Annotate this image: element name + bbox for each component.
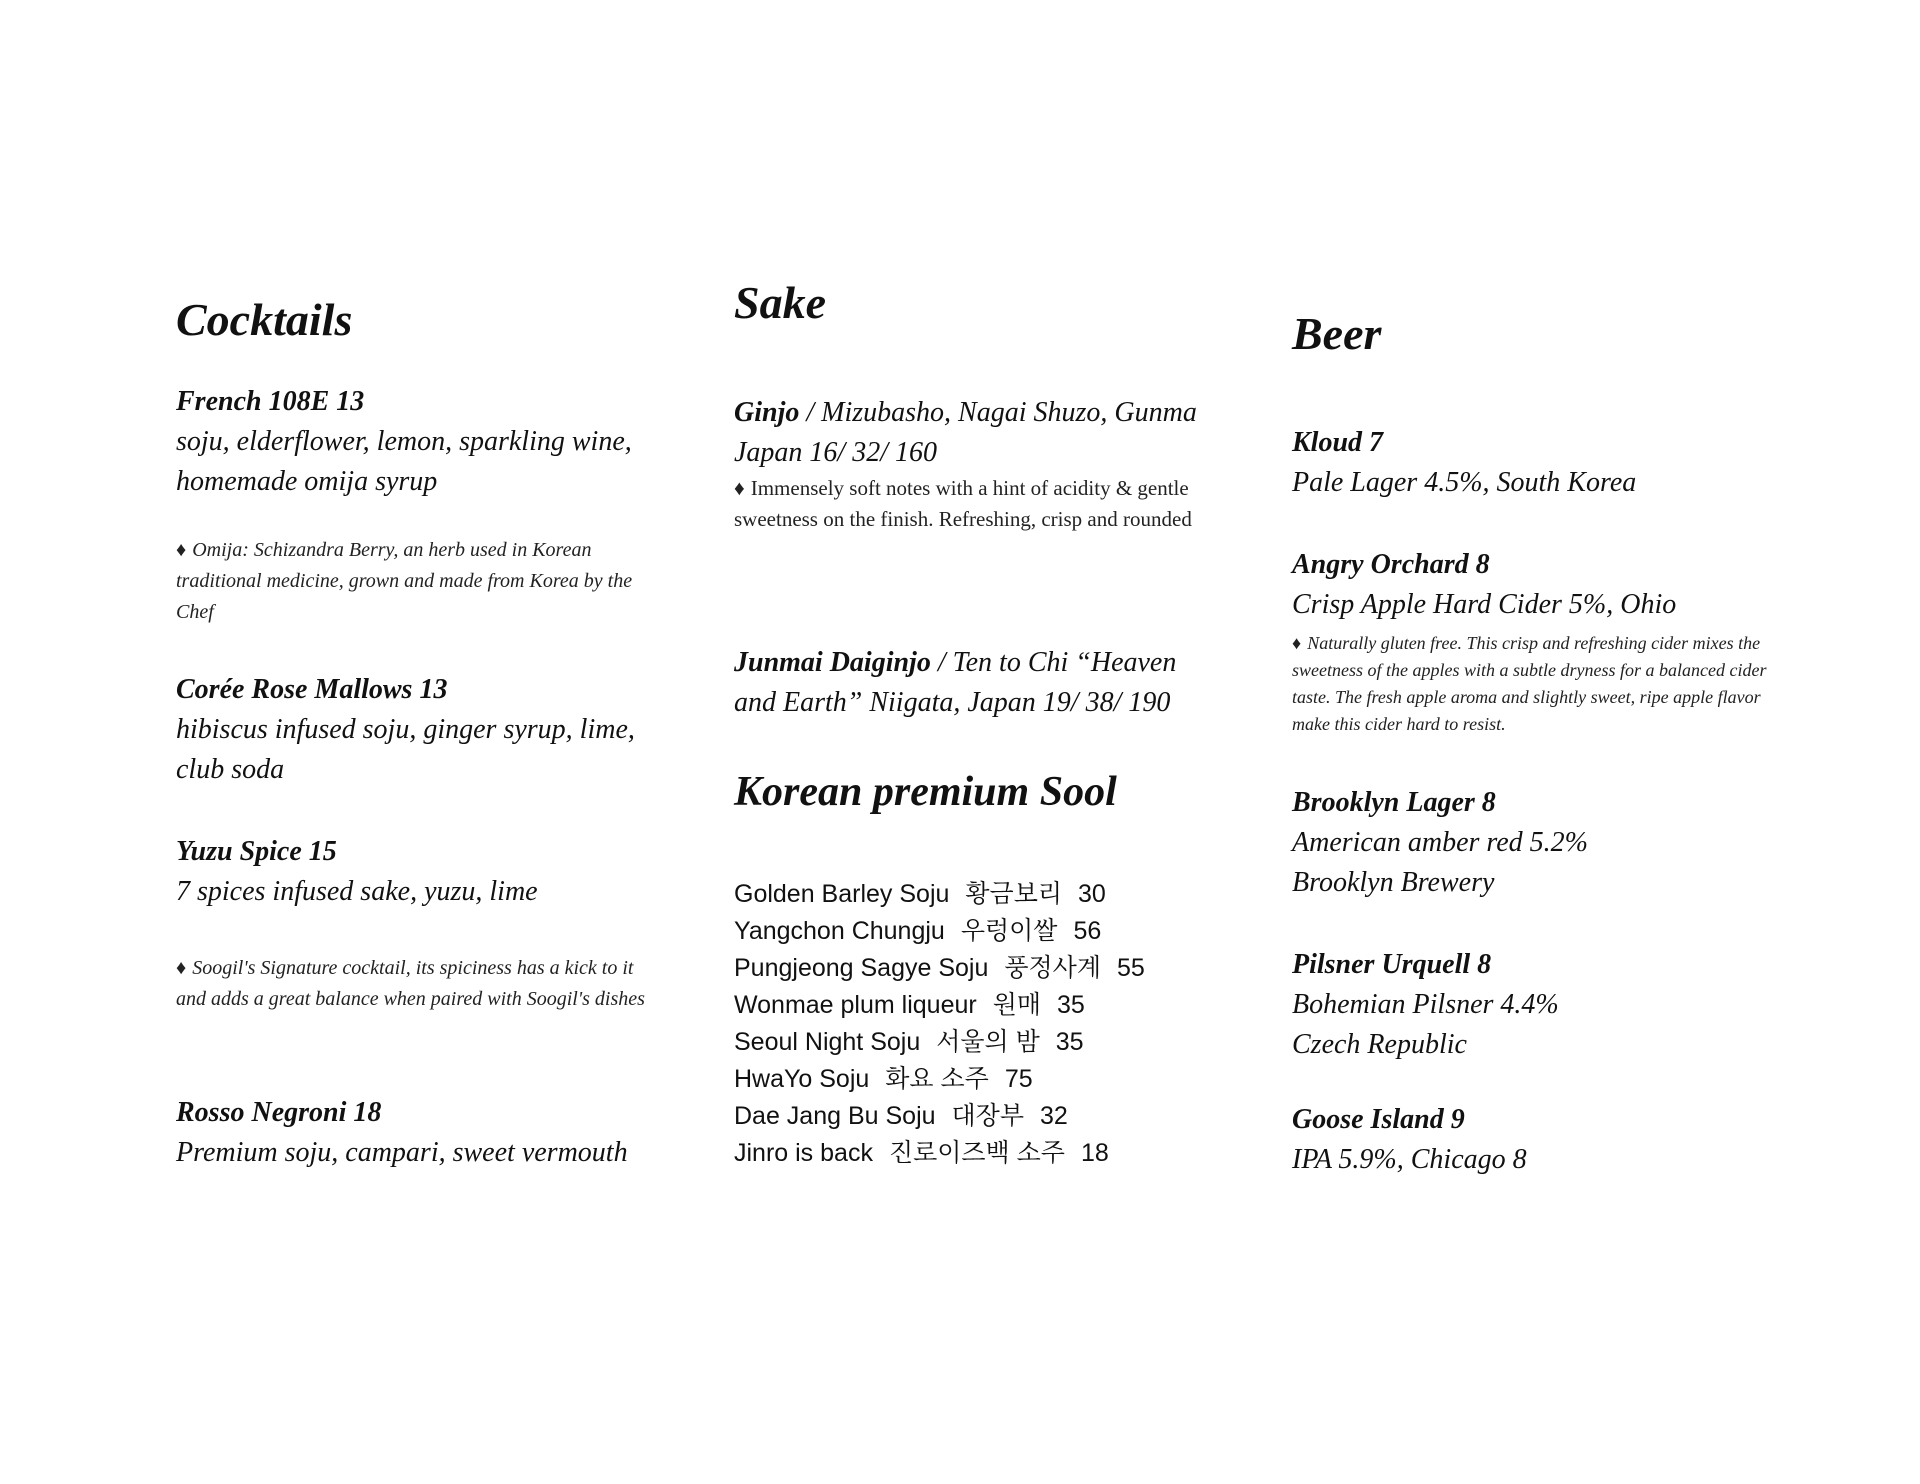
- beer-note: [1292, 630, 1772, 738]
- note-text: Naturally gluten free. This crisp and refreshing cider mixes the sweetness of the apples with a subtle dryness for a balanced cider taste. The fresh apple aroma and slightly sweet, ripe apple flavor make this cider hard to resist.: [1292, 633, 1767, 734]
- note-text: Soogil's Signature cocktail, its spiciness has a kick to it and adds a great balance when paired with Soogil's dishes: [176, 957, 645, 1010]
- cocktail-item: [176, 382, 656, 502]
- sake-item: [734, 393, 1214, 473]
- sool-korean-name: 원매: [992, 991, 1042, 1019]
- cocktail-description: 7 spices infused sake, yuzu, lime: [176, 876, 538, 907]
- sake-name: Ginjo: [734, 397, 800, 428]
- sool-item: [734, 1098, 1214, 1135]
- sool-item: [734, 950, 1214, 987]
- beer-description: Crisp Apple Hard Cider 5%, Ohio: [1292, 589, 1677, 620]
- sake-name: Junmai Daiginjo: [734, 647, 931, 678]
- sool-name: Seoul Night Soju: [734, 1028, 921, 1056]
- beer-description: American amber red 5.2% Brooklyn Brewery: [1292, 827, 1589, 898]
- cocktail-name: Rosso Negroni 18: [176, 1097, 382, 1128]
- cocktail-description: soju, elderflower, lemon, sparkling wine, homemade omija syrup: [176, 426, 632, 497]
- sake-item: [734, 643, 1214, 723]
- sake-note: [734, 473, 1214, 535]
- sool-name: Dae Jang Bu Soju: [734, 1102, 936, 1130]
- sool-korean-name: 황금보리: [965, 880, 1063, 908]
- diamond-icon: ♦: [176, 957, 187, 979]
- beer-name: Brooklyn Lager 8: [1292, 787, 1496, 818]
- sool-korean-name: 우렁이쌀: [960, 917, 1058, 945]
- cocktail-name: French 108E 13: [176, 386, 365, 417]
- note-text: Immensely soft notes with a hint of acidity & gentle sweetness on the finish. Refreshing, crisp and rounded: [734, 476, 1192, 531]
- cocktail-description: hibiscus infused soju, ginger syrup, lime, club soda: [176, 714, 635, 785]
- sool-price: 56: [1073, 917, 1102, 945]
- beer-item: [1292, 945, 1602, 1065]
- sool-item: [734, 1135, 1214, 1172]
- beer-item: [1292, 783, 1632, 903]
- sool-name: Jinro is back: [734, 1139, 873, 1167]
- beer-description: IPA 5.9%, Chicago 8: [1292, 1144, 1527, 1175]
- beer-name: Goose Island 9: [1292, 1104, 1465, 1135]
- sool-item: [734, 1061, 1214, 1098]
- cocktail-name: Corée Rose Mallows 13: [176, 674, 448, 705]
- beer-item: [1292, 423, 1772, 503]
- diamond-icon: ♦: [176, 539, 187, 561]
- sool-title: Korean premium Sool: [734, 769, 1117, 815]
- sool-item: [734, 987, 1214, 1024]
- sool-price: 75: [1004, 1065, 1033, 1093]
- beer-name: Kloud 7: [1292, 427, 1384, 458]
- beer-item: [1292, 545, 1772, 625]
- sool-korean-name: 진로이즈백 소주: [888, 1139, 1065, 1167]
- diamond-icon: ♦: [734, 476, 745, 500]
- cocktail-item: [176, 1093, 656, 1173]
- beer-title: Beer: [1292, 308, 1382, 359]
- sool-price: 32: [1039, 1102, 1068, 1130]
- cocktail-note: [176, 535, 656, 628]
- sool-name: Pungjeong Sagye Soju: [734, 954, 989, 982]
- sool-price: 35: [1057, 991, 1085, 1019]
- sool-korean-name: 풍정사계: [1004, 954, 1101, 982]
- beer-item: [1292, 1100, 1772, 1180]
- note-text: Omija: Schizandra Berry, an herb used in Korean traditional medicine, grown and made from Korea by the Chef: [176, 539, 633, 623]
- sool-name: Golden Barley Soju: [734, 880, 950, 908]
- diamond-icon: ♦: [1292, 633, 1302, 653]
- sool-item: [734, 876, 1214, 913]
- beer-description: Bohemian Pilsner 4.4% Czech Republic: [1292, 989, 1559, 1060]
- cocktail-item: [176, 832, 656, 912]
- beer-description: Pale Lager 4.5%, South Korea: [1292, 467, 1637, 498]
- beer-name: Pilsner Urquell 8: [1292, 949, 1492, 980]
- sool-name: HwaYo Soju: [734, 1065, 870, 1093]
- sool-price: 55: [1116, 954, 1145, 982]
- sake-description: / Mizubasho, Nagai Shuzo, Gunma Japan 16/ 32/ 160: [734, 397, 1197, 468]
- sool-name: Wonmae plum liqueur: [734, 991, 977, 1019]
- cocktail-item: [176, 670, 656, 790]
- sool-price: 18: [1080, 1139, 1109, 1167]
- cocktail-note: [176, 953, 656, 1015]
- cocktails-title: Cocktails: [176, 294, 353, 345]
- sool-name: Yangchon Chungju: [734, 917, 945, 945]
- sool-list: [734, 876, 1214, 1172]
- sool-item: [734, 1024, 1214, 1061]
- sake-title: Sake: [734, 277, 826, 328]
- cocktail-description: Premium soju, campari, sweet vermouth: [176, 1137, 628, 1168]
- sool-price: 30: [1078, 880, 1106, 908]
- cocktail-name: Yuzu Spice 15: [176, 836, 337, 867]
- sake-description: / Ten to Chi “Heaven and Earth” Niigata, Japan 19/ 38/ 190: [734, 647, 1177, 718]
- sool-item: [734, 913, 1214, 950]
- sool-korean-name: 화요 소주: [885, 1065, 989, 1093]
- sool-price: 35: [1055, 1028, 1084, 1056]
- sool-korean-name: 대장부: [951, 1102, 1024, 1130]
- beer-name: Angry Orchard 8: [1292, 549, 1490, 580]
- sool-korean-name: 서울의 밤: [936, 1028, 1040, 1056]
